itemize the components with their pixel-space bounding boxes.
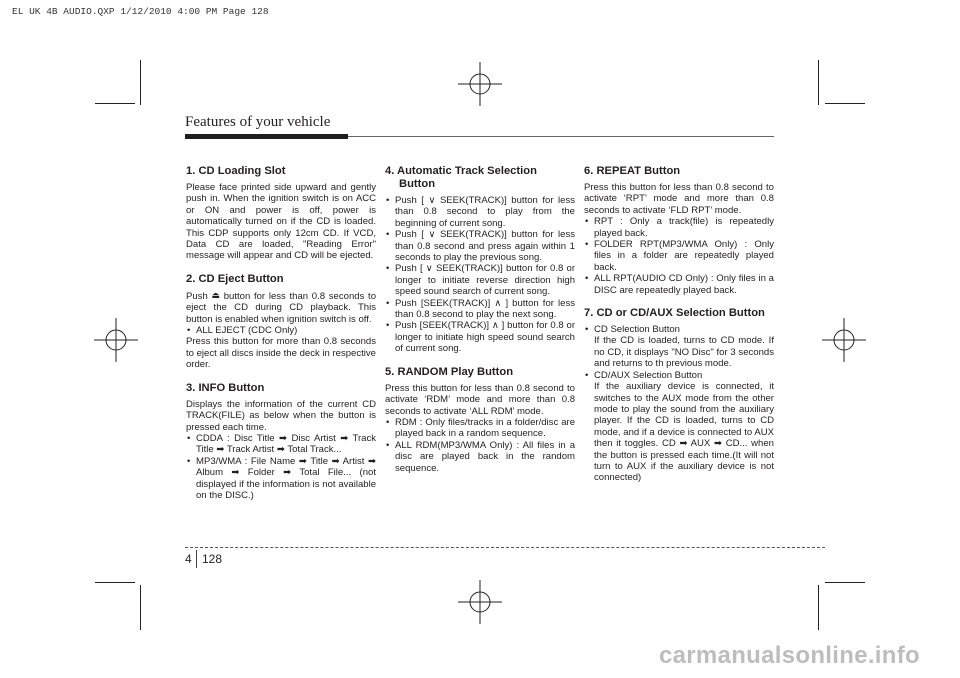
bullet-item: • FOLDER RPT(MP3/WMA Only) : Only files in a folder are repeatedly played back. <box>584 239 774 273</box>
bullet-item: • Push [SEEK(TRACK)] ∧ ] button for less than 0.8 second to play the next song. <box>385 298 575 321</box>
section-title: 6. REPEAT Button <box>584 165 681 177</box>
bullet-item: • Push [ ∨ SEEK(TRACK)] button for 0.8 or longer to initiate reverse direction high speed sound search of current song. <box>385 263 575 297</box>
header-bar <box>185 134 348 139</box>
bullet-item: • CDDA : Disc Title ➡ Disc Artist ➡ Track Title ➡ Track Artist ➡ Total Track... <box>186 433 376 456</box>
section-body <box>186 290 376 325</box>
section-body: Press this button for more than 0.8 seconds to eject all discs inside the deck in respective order. <box>186 336 376 371</box>
section-cd-loading-slot <box>186 165 376 262</box>
bullet-body: If the CD is loaded, turns to CD mode. If no CD, it displays "NO Disc" for 3 seconds and returns to th previous mode. <box>594 335 774 370</box>
title-line-1: 4. Automatic Track Selection <box>385 165 537 177</box>
section-auto-track <box>385 165 575 355</box>
header-rule <box>348 136 774 137</box>
bullet-item: • Push [ ∨ SEEK(TRACK)] button for less than 0.8 second to play from the beginning of current song. <box>385 195 575 229</box>
eject-icon: ⏏ <box>211 289 220 300</box>
body-post: button for less than 0.8 seconds to eject the CD during CD playback. This button is enabled when ignition switch is off. <box>186 290 377 325</box>
bullet-item: • Push [SEEK(TRACK)] ∧ ] button for 0.8 or longer to initiate high speed sound search of current song. <box>385 320 575 354</box>
section-body: Displays the information of the current CD TRACK(FILE) as below when the button is pressed each time. <box>186 398 376 433</box>
watermark: carmanualsonline.info <box>658 642 920 669</box>
bullet-item: • Push [ ∨ SEEK(TRACK)] button for less than 0.8 second and press again within 1 seconds to play the previous song. <box>385 229 575 263</box>
section-cd-aux <box>584 307 774 484</box>
column-3 <box>584 165 774 495</box>
bullet-item: • MP3/WMA : File Name ➡ Title ➡ Artist ➡ Album ➡ Folder ➡ Total File... (not displayed if the information is not available on the DISC.) <box>186 456 376 502</box>
print-slug: EL UK 4B AUDIO.QXP 1/12/2010 4:00 PM Page 128 <box>12 6 269 17</box>
section-body: Press this button for less than 0.8 second to activate ‘RPT’ mode and more than 0.8 seconds to activate ‘FLD RPT’ mode. <box>584 182 774 216</box>
section-title: 1. CD Loading Slot <box>186 165 286 177</box>
section-title <box>385 165 575 191</box>
page-number: 128 <box>202 552 223 566</box>
bullet-item: • ALL RDM(MP3/WMA Only) : All files in a disc are played back in the random sequence. <box>385 440 575 474</box>
section-title: 2. CD Eject Button <box>186 272 284 285</box>
column-1 <box>186 165 376 512</box>
bullet-body: If the auxiliary device is connected, it switches to the AUX mode from the other mode to play the sound from the auxiliary player. If the CD is loaded, turns to CD mode, and if a device is connected to AUX then it toggles. CD ➡ AUX ➡ CD... when the button is pressed each time.(It will not turn to AUX if the auxiliary device is not connected) <box>594 381 774 484</box>
section-cd-eject <box>186 273 376 371</box>
footer-separator <box>196 550 197 568</box>
body-pre: Push <box>186 290 208 302</box>
footer-rule <box>185 547 825 548</box>
section-title: 7. CD or CD/AUX Selection Button <box>584 307 765 320</box>
bullet-item: • CD/AUX Selection Button <box>584 370 774 381</box>
section-body: Please face printed side upward and gently push in. When the ignition switch is on ACC or ON and power is off, power is automatically turned on if the CD is loaded. This CDP supports only 12cm CD. If VCD, Data CD are loaded, "Reading Error" message will appear and CD will be ejected. <box>186 182 376 262</box>
bullet-item: • RDM : Only files/tracks in a folder/disc are played back in a random sequence. <box>385 417 575 440</box>
section-random-play <box>385 366 575 474</box>
bullet-item: • RPT : Only a track(file) is repeatedly played back. <box>584 216 774 239</box>
bullet-item: • CD Selection Button <box>584 324 774 335</box>
column-2 <box>385 165 575 485</box>
page-header-title: Features of your vehicle <box>185 114 331 130</box>
section-title: 5. RANDOM Play Button <box>385 365 514 378</box>
section-repeat <box>584 165 774 296</box>
chapter-number: 4 <box>185 552 192 566</box>
section-title: 3. INFO Button <box>186 381 265 394</box>
section-info-button <box>186 382 376 502</box>
bullet-item: • ALL EJECT (CDC Only) <box>186 325 376 336</box>
title-line-2: Button <box>399 178 436 190</box>
bullet-item: • ALL RPT(AUDIO CD Only) : Only files in a DISC are repeatedly played back. <box>584 273 774 296</box>
section-body: Press this button for less than 0.8 second to activate ‘RDM’ mode and more than 0.8 seconds to activate ‘ALL RDM’ mode. <box>385 382 575 417</box>
